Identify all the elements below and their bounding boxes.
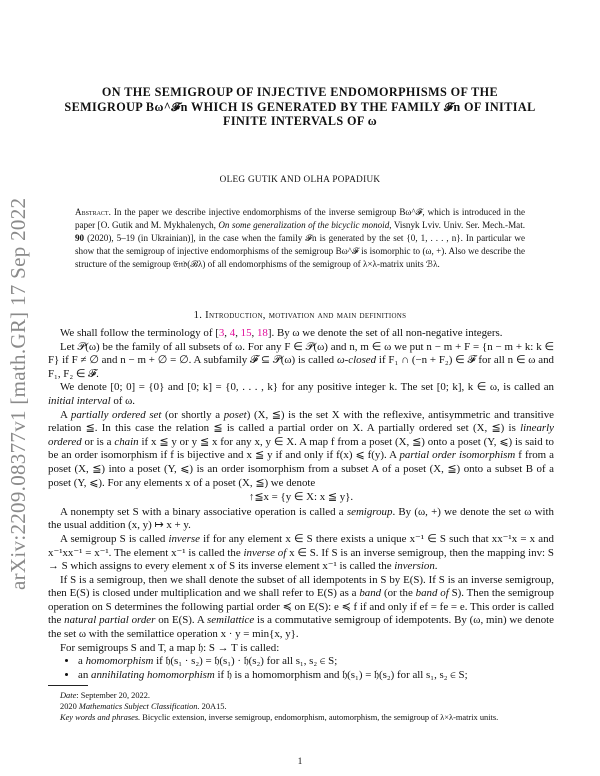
- title-line: FINITE INTERVALS OF ω: [222, 114, 378, 129]
- text-segment: A: [60, 408, 71, 421]
- text-segment: or is a: [81, 435, 115, 448]
- citation-link[interactable]: 15: [240, 327, 252, 339]
- text-segment: on E(S). A: [155, 614, 208, 627]
- citation-link[interactable]: 4: [229, 327, 236, 339]
- text-segment: (2020), 5–19 (in Ukrainian)], in the case when the family 𝓕n is generated by the set {0, 1, . . . , n}. In particular we show that the semigroup of injective endomorphisms of the semigroup Bω^𝓕 is isomorphic to (ω, +). Also we describe the structure of the semigroup 𝔈𝔫𝔡(ℬλ) of all endomorphisms of the semigroup of λ×λ-matrix units ℬλ.: [75, 233, 525, 269]
- citation-link[interactable]: 18: [256, 327, 268, 339]
- text-segment: .: [434, 560, 438, 573]
- abstract-body: [75, 207, 525, 269]
- text-segment: natural partial order: [64, 614, 156, 627]
- authors: OLEG GUTIK AND OLHA POPADIUK: [219, 174, 381, 184]
- text-segment: Mathematics Subject Classification.: [78, 702, 200, 712]
- paragraph: [48, 327, 554, 341]
- text-segment: We denote [0; 0] = {0} and [0; k] = {0, . . . , k} for any positive integer k. The set [0; k], k ∈ ω, is called an: [60, 381, 554, 394]
- paragraph: [48, 409, 554, 491]
- text-segment: 90: [75, 233, 85, 243]
- abstract: [75, 206, 525, 271]
- text-segment: If S is a semigroup, then we shall denote the subset of all idempotents in S by E(S). If S is an inverse semigroup, then E(S) is closed under multiplication and we shall refer to E(S) as a: [48, 573, 554, 600]
- text-segment: linearly ordered: [48, 422, 554, 448]
- body-text: [48, 327, 554, 682]
- text-segment: homomorphism: [85, 655, 154, 668]
- text-segment: an: [78, 668, 92, 681]
- text-segment: if for any element x ∈ S there exists a unique x⁻¹ ∈ S such that xx⁻¹x = x and x⁻¹xx⁻¹ = x⁻¹. The element x⁻¹ is called the: [48, 532, 554, 559]
- text-segment: inverse of: [243, 546, 287, 559]
- text-segment: partially ordered set: [70, 408, 162, 421]
- text-segment: For semigroups S and T, a map 𝔥: S → T is called:: [60, 641, 280, 654]
- footnote: [48, 701, 554, 712]
- text-segment: is a commutative semigroup of idempotents. By (ω, min) we denote the set ω with the semilattice operation x · y = min{x, y}.: [48, 614, 555, 641]
- citation-link[interactable]: 3: [218, 327, 225, 339]
- arxiv-identifier-stamp: arXiv:2209.08377v1 [math.GR] 17 Sep 2022: [6, 197, 30, 590]
- text-segment: On some generalization of the bicyclic monoid: [218, 220, 390, 230]
- text-segment: initial interval: [48, 394, 111, 407]
- paragraph: [48, 574, 554, 642]
- text-segment: band: [359, 587, 382, 600]
- text-segment: Date: [60, 691, 77, 700]
- footnote: [48, 690, 554, 701]
- text-segment: 20A15.: [199, 702, 227, 712]
- list-item: [78, 669, 554, 683]
- definition-list: [48, 655, 554, 682]
- text-segment: if 𝔥 is a homomorphism and 𝔥(s₁) = 𝔥(s₂) for all s₁, s₂ ∈ S;: [214, 668, 468, 681]
- text-segment: (or the: [381, 587, 416, 600]
- text-segment: chain: [114, 435, 139, 448]
- text-segment: ,: [251, 327, 257, 339]
- text-segment: A nonempty set S with a binary associative operation is called a: [60, 505, 347, 518]
- text-segment: f from a poset (X, ≦) into a poset (Y, ⩽) is an order isomorphism from a subset A of a poset (X, ≦) onto a subset B of a poset (Y, ⩽). For any elements x of a poset (X, ≦) we denote: [48, 449, 554, 489]
- text-segment: semigroup: [346, 505, 393, 518]
- text-segment: ) (X, ≦) is the set X with the reflexive, antisymmetric and transitive relation ≦. In this case the relation ≦ is called a partial order on X. A partially ordered set (X, ≦) is: [48, 408, 554, 435]
- text-segment: if F₁ ∩ (−n + F₂) ∈ 𝓕 for all n ∈ ω and F₁, F₂ ∈ 𝓕.: [48, 354, 554, 380]
- text-segment: Bicyclic extension, inverse semigroup, endomorphism, automorphism, the semigroup of λ×λ-matrix units.: [140, 713, 499, 723]
- text-segment: Let 𝒫(ω) be the family of all subsets of ω. For any F ∈ 𝒫(ω) and n, m ∈ ω we put n − m + F = {n − m + k: k ∈ F} if F ≠ ∅ and n − m + ∅ = ∅. A subfamily 𝓕 ⊆ 𝒫(ω) is called: [48, 340, 554, 367]
- paragraph: [48, 341, 554, 382]
- list-item: [78, 655, 554, 669]
- footnote: [48, 712, 554, 723]
- text-segment: semilattice: [207, 614, 255, 627]
- section-heading: 1. Introduction, motivation and main definitions: [193, 310, 407, 321]
- paragraph: [48, 381, 554, 408]
- footnotes: [48, 690, 554, 724]
- text-segment: Key words and phrases.: [60, 713, 141, 723]
- text-segment: poset: [223, 408, 247, 421]
- text-segment: ]. By ω we denote the set of all non-negative integers.: [267, 327, 503, 339]
- text-segment: annihilating homomorphism: [91, 668, 215, 681]
- abstract-label: Abstract.: [75, 207, 111, 217]
- text-segment: inversion: [394, 560, 435, 573]
- title-line: ON THE SEMIGROUP OF INJECTIVE ENDOMORPHISMS OF THE: [101, 85, 499, 99]
- text-segment: In the paper we describe injective endomorphisms of the inverse semigroup Bω^𝓕, which is introduced in the paper [O. Gutik and M. Mykhalenych,: [75, 207, 525, 230]
- text-segment: ,: [235, 327, 241, 339]
- text-segment: band of: [415, 587, 449, 600]
- paragraph: [48, 642, 554, 656]
- title-line: SEMIGROUP Bω^𝓕n WHICH IS GENERATED BY THE FAMILY 𝓕n OF INITIAL: [64, 99, 536, 114]
- display-formula: [48, 491, 554, 505]
- text-segment: ↑≦x = {y ∈ X: x ≦ y}.: [248, 491, 354, 504]
- text-segment: of ω.: [110, 394, 136, 407]
- text-segment: (or shortly a: [161, 408, 224, 421]
- text-segment: : September 20, 2022.: [76, 691, 151, 700]
- text-segment: We shall follow the terminology of [: [60, 327, 219, 339]
- text-segment: if 𝔥(s₁ · s₂) = 𝔥(s₁) · 𝔥(s₂) for all s₁, s₂ ∈ S;: [153, 655, 338, 668]
- text-segment: partial order isomorphism: [399, 449, 516, 462]
- text-segment: S). Then the semigroup operation on S determines the following partial order ≼ on E(S): e ≼ f if and only if ef = fe = e. This order is called the: [48, 587, 554, 627]
- text-segment: ω-closed: [336, 354, 377, 367]
- text-segment: x ∈ S. If S is an inverse semigroup, then the mapping inv: S → S which assigns to every element x of S its inverse element x⁻¹ is called the: [48, 546, 554, 573]
- text-segment: . By (ω, +) we denote the set ω with the usual addition (x, y) ↦ x + y.: [48, 505, 554, 532]
- page-number: 1: [297, 757, 303, 767]
- paper-title: [40, 85, 560, 129]
- text-segment: ,: [224, 327, 230, 339]
- text-segment: inverse: [168, 532, 200, 545]
- text-segment: A semigroup S is called: [60, 532, 169, 545]
- footnote-rule: [48, 685, 88, 686]
- paragraph: [48, 506, 554, 533]
- text-segment: , Visnyk Lviv. Univ. Ser. Mech.-Mat.: [389, 220, 525, 230]
- text-segment: a: [78, 655, 86, 668]
- text-segment: if x ≦ y or y ≦ x for any x, y ∈ X. A map f from a poset (X, ≦) onto a poset (Y, ⩽) is said to be an order isomorphism if f is bijective and x ≦ y if and only if f(x) ⩽ f(y). A: [48, 435, 554, 462]
- paragraph: [48, 533, 554, 574]
- text-segment: 2020: [60, 702, 79, 712]
